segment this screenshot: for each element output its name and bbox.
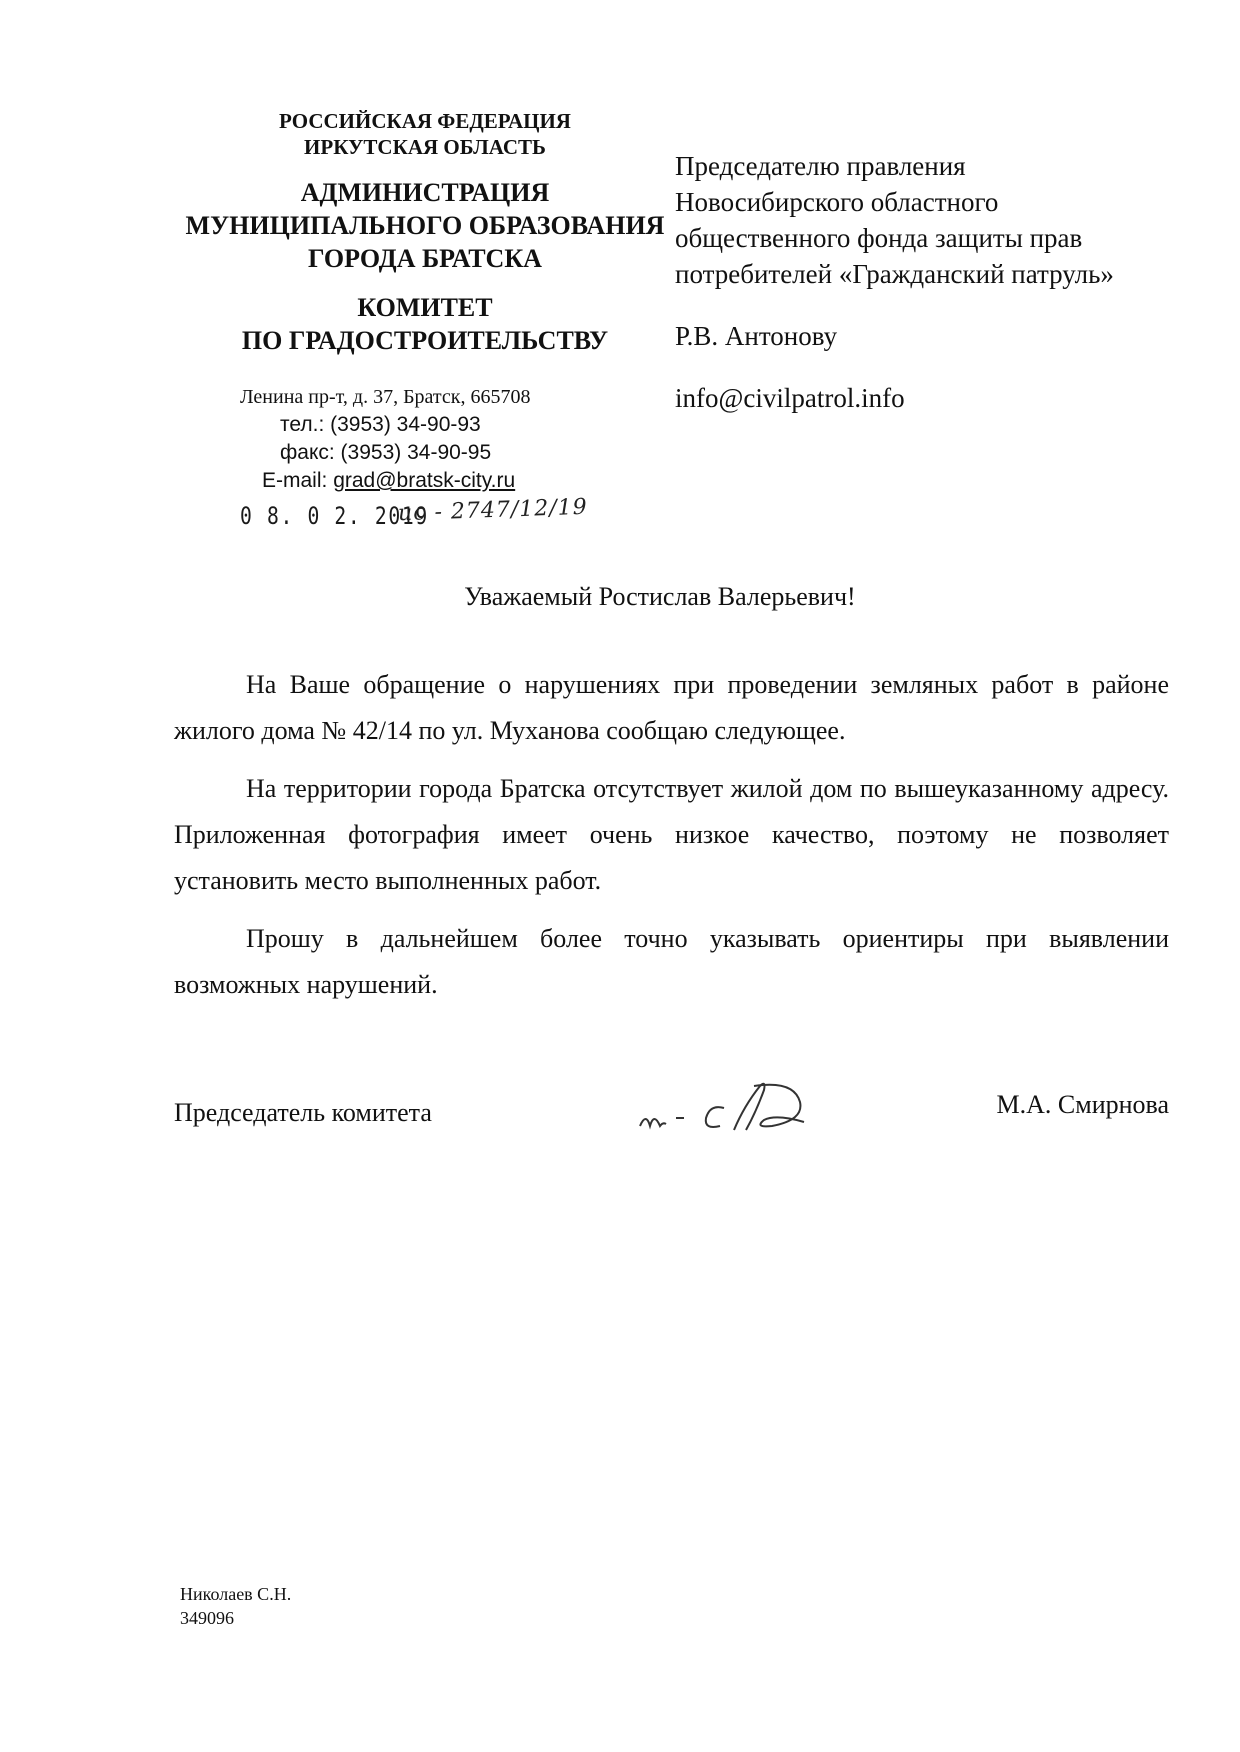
country-line: РОССИЙСКАЯ ФЕДЕРАЦИЯ	[279, 109, 571, 133]
body-paragraph-1: На Ваше обращение о нарушениях при проведении земляных работ в районе жилого дома № 42/14 по ул. Муханова сообщаю следующее.	[174, 670, 1169, 745]
signatory-name: М.А. Смирнова	[996, 1090, 1169, 1119]
signatory-title: Председатель комитета	[174, 1098, 432, 1127]
handwritten-signature	[636, 1074, 846, 1144]
body-paragraph-3: Прошу в дальнейшем более точно указывать ориентиры при выявлении возможных нарушений.	[174, 924, 1169, 999]
committee-name	[175, 291, 675, 357]
recipient-name: Р.В. Антонову	[675, 321, 838, 351]
committee-line-2: ПО ГРАДОСТРОИТЕЛЬСТВУ	[241, 326, 609, 355]
administration-name	[175, 176, 675, 275]
region-line: ИРКУТСКАЯ ОБЛАСТЬ	[304, 135, 546, 159]
registration-date: 0 8. 0 2. 2019	[240, 502, 429, 530]
letterhead-contacts	[240, 384, 610, 495]
registration-number: ис - 2747/12/19	[397, 494, 589, 527]
letterhead-organization	[175, 108, 675, 357]
email-label: E-mail:	[262, 469, 334, 492]
recipient-line-3: общественного фонда защиты прав	[675, 223, 1083, 253]
administration-line-1: АДМИНИСТРАЦИЯ	[300, 178, 550, 207]
signature-row	[174, 1090, 1169, 1150]
email-link[interactable]: grad@bratsk-city.ru	[333, 469, 516, 492]
recipient-block	[675, 148, 1195, 416]
administration-line-2: МУНИЦИПАЛЬНОГО ОБРАЗОВАНИЯ	[185, 211, 665, 240]
recipient-line-4: потребителей «Гражданский патруль»	[675, 259, 1114, 289]
recipient-line-2: Новосибирского областного	[675, 187, 999, 217]
body-paragraph-2: На территории города Братска отсутствует жилой дом по вышеуказанному адресу. Приложенная фотография имеет очень низкое качество, поэтому не позволяет установить место выполненных работ.	[174, 774, 1169, 895]
salutation: Уважаемый Ростислав Валерьевич!	[464, 582, 856, 611]
administration-line-3: ГОРОДА БРАТСКА	[308, 244, 542, 273]
phone-line: тел.: (3953) 34-90-93	[280, 413, 481, 436]
registration-stamp	[240, 496, 680, 536]
committee-line-1: КОМИТЕТ	[357, 293, 493, 322]
email-line	[240, 467, 610, 495]
executor-phone: 349096	[180, 1608, 234, 1628]
recipient-email[interactable]: info@civilpatrol.info	[675, 383, 905, 413]
fax-line: факс: (3953) 34-90-95	[280, 441, 492, 464]
letter-body	[174, 662, 1169, 1020]
executor-name: Николаев С.Н.	[180, 1584, 292, 1604]
executor-block	[180, 1582, 291, 1630]
recipient-line-1: Председателю правления	[675, 151, 966, 181]
address-line: Ленина пр-т, д. 37, Братск, 665708	[240, 386, 531, 408]
